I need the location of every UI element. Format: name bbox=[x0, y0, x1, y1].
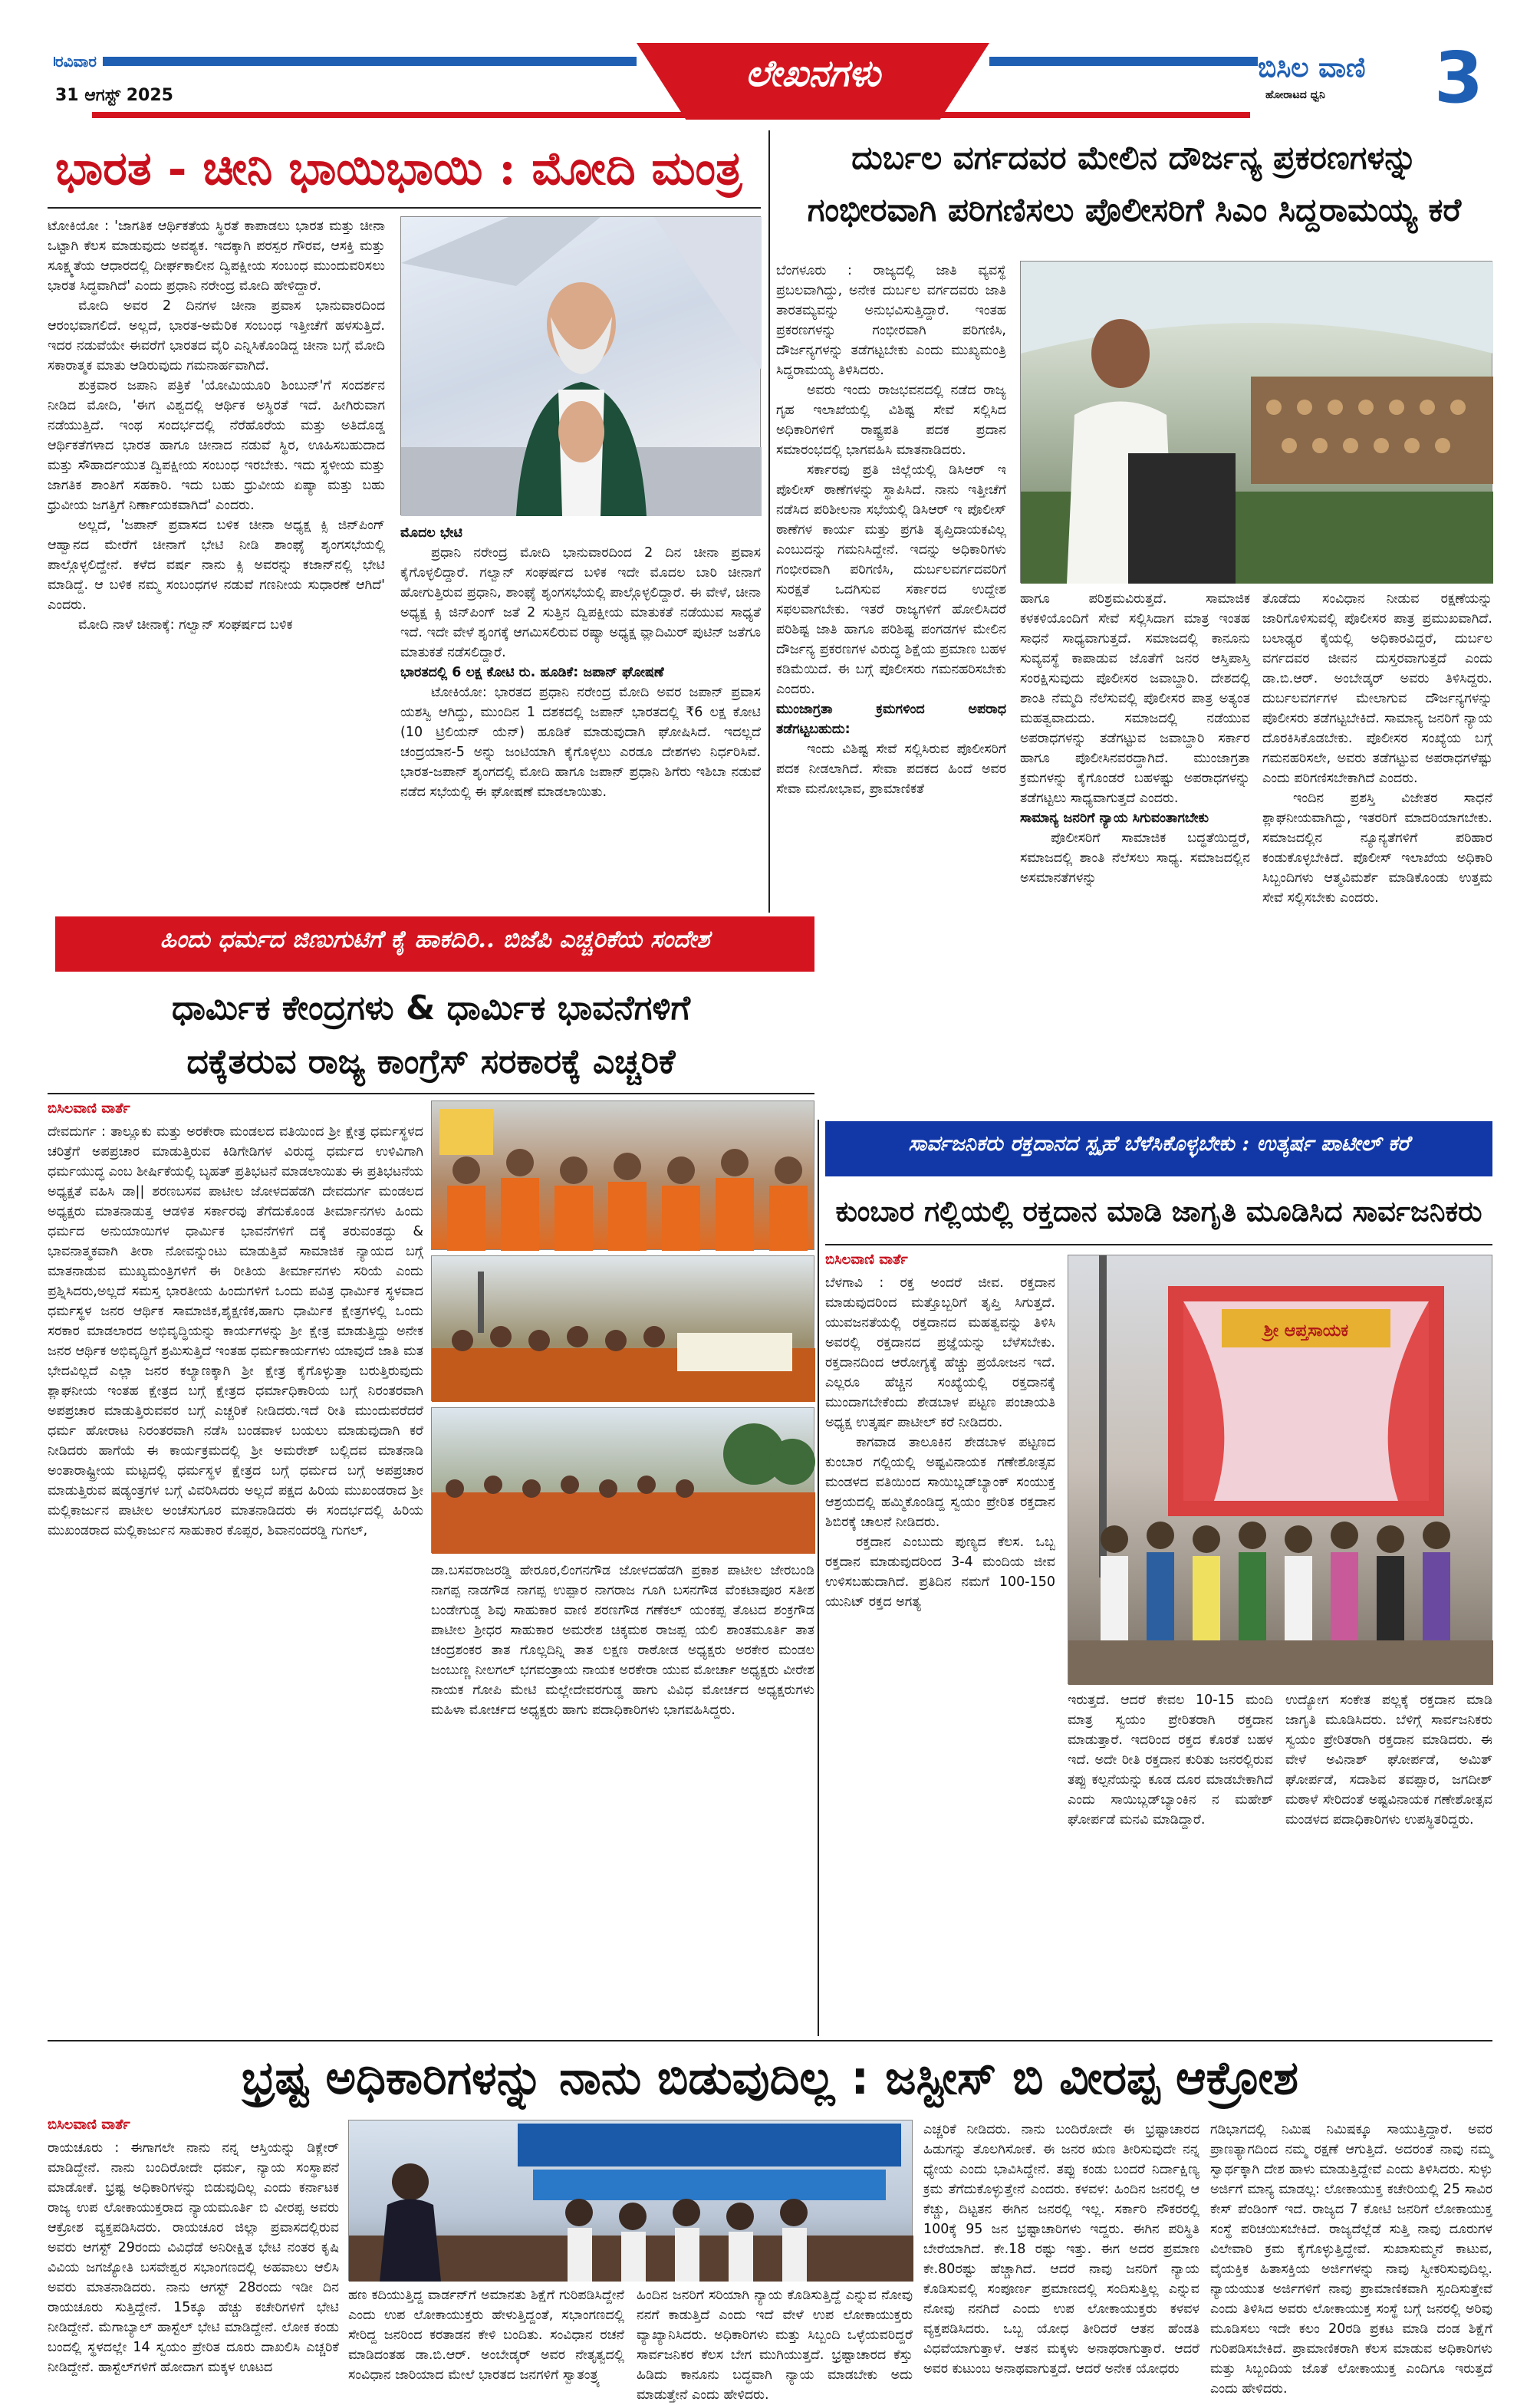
modi-col1 bbox=[48, 216, 385, 906]
justice-photo-illustration bbox=[349, 2120, 913, 2282]
modi-para: ಅಲ್ಲದೆ, 'ಜಪಾನ್ ಪ್ರವಾಸದ ಬಳಿಕ ಚೀನಾ ಅಧ್ಯಕ್ಷ ಕ್ಸಿ ಜಿನ್‌ಪಿಂಗ್ ಆಹ್ವಾನದ ಮೇರೆಗೆ ಚೀನಾಗೆ ಭೇಟಿ ನೀಡಿ ಶಾಂಘೈ ಶೃಂಗಸಭೆಯಲ್ಲಿ ಪಾಲ್ಗೊಳ್ಳಲಿದ್ದೇನೆ. ಕಳೆದ ವರ್ಷ ನಾನು ಕ್ಸಿ ಅವರನ್ನು ಕಜಾನ್‌ನಲ್ಲಿ ಭೇಟಿ ಮಾಡಿದ್ದೆ. ಆ ಬಳಿಕ ನಮ್ಮ ಸಂಬಂಧಗಳ ನಡುವೆ ಗಣನೀಯ ಸುಧಾರಣೆ ಆಗಿದೆ' ಎಂದರು. bbox=[48, 518, 385, 613]
page-number: 3 bbox=[1434, 37, 1484, 119]
modi-para: ಶುಕ್ರವಾರ ಜಪಾನಿ ಪತ್ರಿಕೆ 'ಯೋಮಿಯೂರಿ ಶಿಂಬುನ್'ಗೆ ಸಂದರ್ಶನ ನೀಡಿದ ಮೋದಿ, 'ಈಗ ವಿಶ್ವದಲ್ಲಿ ಆರ್ಥಿಕ ಅಸ್ಥಿರತೆ ಇದೆ. ಹೀಗಿರುವಾಗ ನಡೆಯುತ್ತಿದೆ. ಇಂಥ ಸಂದರ್ಭದಲ್ಲಿ ನೆರೆಹೊರೆಯ ಮತ್ತು ಅತಿದೊಡ್ಡ ಆರ್ಥಿಕತೆಗಳಾದ ಭಾರತ ಹಾಗೂ ಚೀನಾದ ನಡುವೆ ಸ್ಥಿರ, ಊಹಿಸಬಹುದಾದ ಮತ್ತು ಸೌಹಾರ್ದಯುತ ದ್ವಿಪಕ್ಷೀಯ ಸಂಬಂಧ ಇರಬೇಕು. ಇದು ಸ್ಥಳೀಯ ಮತ್ತು ಜಾಗತಿಕ ಶಾಂತಿಗೆ ಸಹಕಾರಿ. ಇದು ಬಹು ಧ್ರುವೀಯ ಏಷ್ಯಾ ಮತ್ತು ಬಹು ಧ್ರುವೀಯ ಜಗತ್ತಿಗೆ ನಿರ್ಣಾಯಕವಾಗಿದೆ' ಎಂದರು. bbox=[48, 378, 385, 513]
masthead-red-bar bbox=[92, 112, 1250, 118]
modi-para: ಪ್ರಧಾನಿ ನರೇಂದ್ರ ಮೋದಿ ಭಾನುವಾರದಿಂದ 2 ದಿನ ಚೀನಾ ಪ್ರವಾಸ ಕೈಗೊಳ್ಳಲಿದ್ದಾರೆ. ಗಲ್ವಾನ್ ಸಂಘರ್ಷದ ಬಳಿಕ ಇದೇ ಮೊದಲ ಬಾರಿ ಚೀನಾಗೆ ಹೋಗುತ್ತಿರುವ ಪ್ರಧಾನಿ, ಶಾಂಘೈ ಶೃಂಗಸಭೆಯಲ್ಲಿ ಪಾಲ್ಗೊಳ್ಳಲಿದ್ದಾರೆ. ಈ ವೇಳೆ, ಚೀನಾ ಅಧ್ಯಕ್ಷ ಕ್ಸಿ ಜಿನ್‌ಪಿಂಗ್ ಜತೆ 2 ಸುತ್ತಿನ ದ್ವಿಪಕ್ಷೀಯ ಮಾತುಕತೆ ನಡೆಯುವ ಸಾಧ್ಯತೆ ಇದೆ. ಇದೇ ವೇಳೆ ಶೃಂಗಕ್ಕೆ ಆಗಮಿಸಲಿರುವ ರಷ್ಯಾ ಅಧ್ಯಕ್ಷ ವ್ಲಾದಿಮಿರ್ ಪುಟಿನ್ ಜತೆಗೂ ಮಾತುಕತೆ ನಡೆಸಲಿದ್ದಾರೆ. bbox=[400, 545, 761, 660]
justice-col3: ಗಡಿಭಾಗದಲ್ಲಿ ನಿಮಿಷ ನಿಮಿಷಕ್ಕೂ ಸಾಯುತ್ತಿದ್ದಾರೆ. ಅವರ ಪ್ರಾಣತ್ಯಾಗದಿಂದ ನಮ್ಮ ರಕ್ಷಣೆ ಆಗುತ್ತಿದೆ. ಅದರಂತೆ ನಾವು ನಮ್ಮ ಸ್ವಾರ್ಥಕ್ಕಾಗಿ ದೇಶ ಹಾಳು ಮಾಡುತ್ತಿದ್ದೇವೆ ಎಂದು ತಿಳಿಸಿದರು. ಸುಳ್ಳು ಅರ್ಜಿಗೆ ಮಾನ್ಯ ಮಾಡಲ್ಲ: ಲೋಕಾಯುಕ್ತ ಕಚೇರಿಯಲ್ಲಿ 25 ಸಾವಿರ ಕೇಸ್ ಪೆಂಡಿಂಗ್ ಇದೆ. ರಾಜ್ಯದ 7 ಕೋಟಿ ಜನರಿಗೆ ಲೋಕಾಯುಕ್ತ ಸಂಸ್ಥೆ ಪರಿಚಯಿಸಬೇಕಿದೆ. ರಾಜ್ಯದೆಲ್ಲೆಡೆ ಸುತ್ತಿ ನಾವು ದೂರುಗಳ ವಿಲೇವಾರಿ ಕ್ರಮ ಕೈಗೊಳ್ಳುತ್ತಿದ್ದೇವೆ. ಸುಖಾಸುಮ್ಮನೆ ಕಾಟುವ, ವೈಯಕ್ತಿಕ ಹಿತಾಸಕ್ತಿಯ ಅರ್ಜಿಗಳನ್ನು ನಾವು ಸ್ವೀಕರಿಸುವುದಿಲ್ಲ. ನ್ಯಾಯಯುತ ಅರ್ಜಿಗಳಿಗೆ ನಾವು ಪ್ರಾಮಾಣಿಕವಾಗಿ ಸ್ಪಂದಿಸುತ್ತೇವೆ ಎಂದು ತಿಳಿಸಿದ ಅವರು ಲೋಕಾಯುಕ್ತ ಸಂಸ್ಥೆ ಬಗ್ಗೆ ಜನರಲ್ಲಿ ಅರಿವು ಮೂಡಿಸಲು ಇದೇ ಕಲಂ 20ರಡಿ ಪ್ರಕಟ ಮಾಡಿ ದಂಡ ಶಿಕ್ಷೆಗೆ ಗುರಿಪಡಿಸಬೇಕಿದೆ. ಪ್ರಾಮಾಣಿಕರಾಗಿ ಕೆಲಸ ಮಾಡುವ ಅಧಿಕಾರಿಗಳು ಮತ್ತು ಸಿಬ್ಬಂದಿಯ ಜೊತೆ ಲೋಕಾಯುಕ್ತ ಎಂದಿಗೂ ಇರುತ್ತದೆ ಎಂದು ಹೇಳಿದರು. bbox=[1210, 2122, 1492, 2397]
modi-rule bbox=[48, 207, 761, 209]
hindu-rule bbox=[48, 1093, 814, 1094]
hindu-headline-line2: ದಕ್ಕೆತರುವ ರಾಜ್ಯ ಕಾಂಗ್ರೆಸ್ ಸರಕಾರಕ್ಕೆ ಎಚ್ಚರಿಕೆ bbox=[186, 1042, 676, 1081]
blood-para: ಬೆಳಗಾವಿ : ರಕ್ತ ಅಂದರೆ ಜೀವ. ರಕ್ತದಾನ ಮಾಡುವುದರಿಂದ ಮತ್ತೊಬ್ಬರಿಗೆ ತೃಪ್ತಿ ಸಿಗುತ್ತದೆ. ಯುವಜನತೆಯಲ್ಲಿ ರಕ್ತದಾನದ ಮಹತ್ವವನ್ನು ತಿಳಿಸಿ ಅವರಲ್ಲಿ ರಕ್ತದಾನದ ಪ್ರಜ್ಞೆಯನ್ನು ಬೆಳೆಸಬೇಕು. ರಕ್ತದಾನದಿಂದ ಆರೋಗ್ಯಕ್ಕೆ ಹೆಚ್ಚು ಪ್ರಯೋಜನ ಇದೆ. ಎಲ್ಲರೂ ಹೆಚ್ಚಿನ ಸಂಖ್ಯೆಯಲ್ಲಿ ರಕ್ತದಾನಕ್ಕೆ ಮುಂದಾಗಬೇಕೆಂದು ಶೇಡಬಾಳ ಪಟ್ಟಣ ಪಂಚಾಯತಿ ಅಧ್ಯಕ್ಷ ಉತ್ಕರ್ಷ ಪಾಟೀಲ್ ಕರೆ ನೀಡಿದರು. bbox=[825, 1275, 1055, 1430]
modi-para: ಮೋದಿ ನಾಳೆ ಚೀನಾಕ್ಕೆ: ಗಲ್ವಾನ್ ಸಂಘರ್ಷದ ಬಳಿಕ bbox=[78, 617, 293, 633]
siddaramaiah-para: ಪೊಲೀಸರಿಗೆ ಸಾಮಾಜಿಕ ಬದ್ಧತೆಯಿದ್ದರೆ, ಸಮಾಜದಲ್ಲಿ ಶಾಂತಿ ನೆಲೆಸಲು ಸಾಧ್ಯ. ಸಮಾಜದಲ್ಲಿನ ಅಸಮಾನತೆಗಳನ್ನು bbox=[1020, 831, 1250, 886]
brand-logo: ಬಿಸಿಲ ವಾಣಿ bbox=[1258, 52, 1366, 84]
siddaramaiah-para: ತೊಡೆದು ಸಂವಿಧಾನ ನೀಡುವ ರಕ್ಷಣೆಯನ್ನು ಜಾರಿಗೊಳಿಸುವಲ್ಲಿ ಪೊಲೀಸರ ಪಾತ್ರ ಪ್ರಮುಖವಾಗಿದೆ. ಬಲಾಢ್ಯರ ಕೈಯಲ್ಲಿ ಅಧಿಕಾರವಿದ್ದರೆ, ದುರ್ಬಲ ವರ್ಗದವರ ಜೀವನ ದುಸ್ತರವಾಗುತ್ತದೆ ಎಂದು ಡಾ.ಬಿ.ಆರ್. ಅಂಬೇಡ್ಕರ್ ಅವರು ತಿಳಿಸಿದ್ದರು. ದುರ್ಬಲವರ್ಗಗಳ ಮೇಲಾಗುವ ದೌರ್ಜನ್ಯಗಳನ್ನು ಪೊಲೀಸರು ತಡೆಗಟ್ಟಬೇಕಿದೆ. ಸಾಮಾನ್ಯ ಜನರಿಗೆ ನ್ಯಾಯ ದೊರಕಿಸಿಕೊಡಬೇಕು. ಪೊಲೀಸರ ಸಂಖ್ಯೆಯ ಬಗ್ಗೆ ಗಮನಹರಿಸಲೇ, ಅವರು ತಡೆಗಟ್ಟುವ ಅಪರಾಧಗಳೆಷ್ಟು ಎಂದು ಪರಿಗಣಿಸಬೇಕಾಗಿದೆ ಎಂದರು. bbox=[1262, 591, 1492, 786]
masthead-date: 31 ಆಗಸ್ಟ್ 2025 bbox=[55, 86, 173, 105]
column-divider bbox=[818, 1120, 819, 2036]
masthead-blue-line-right bbox=[989, 57, 1258, 66]
siddaramaiah-para: ಹಾಗೂ ಪರಿಶ್ರಮವಿರುತ್ತದೆ. ಸಾಮಾಜಿಕ ಕಳಕಳಿಯೊಂದಿಗೆ ಸೇವೆ ಸಲ್ಲಿಸಿದಾಗ ಮಾತ್ರ ಇಂತಹ ಸಾಧನೆ ಸಾಧ್ಯವಾಗುತ್ತದೆ. ಸಮಾಜದಲ್ಲಿ ಕಾನೂನು ಸುವ್ಯವಸ್ಥೆ ಕಾಪಾಡುವ ಜೊತೆಗೆ ಜನರ ಆಸ್ತಿಪಾಸ್ತಿ ಸಂರಕ್ಷಿಸುವುದು ಪೊಲೀಸರ ಜವಾಬ್ದಾರಿ. ದೇಶದಲ್ಲಿ ಶಾಂತಿ ನೆಮ್ಮದಿ ನೆಲೆಸುವಲ್ಲಿ ಪೊಲೀಸರ ಪಾತ್ರ ಅತ್ಯಂತ ಮಹತ್ವವಾದುದು. ಸಮಾಜದಲ್ಲಿ ನಡೆಯುವ ಅಪರಾಧಗಳನ್ನು ತಡೆಗಟ್ಟುವ ಜವಾಬ್ದಾರಿ ಸರ್ಕಾರ ಹಾಗೂ ಪೊಲೀಸಿನವರದ್ದಾಗಿದೆ. ಮುಂಜಾಗ್ರತಾ ಕ್ರಮಗಳನ್ನು ಕೈಗೊಂಡರೆ ಬಹಳಷ್ಟು ಅಪರಾಧಗಳನ್ನು ತಡೆಗಟ್ಟಲು ಸಾಧ್ಯವಾಗುತ್ತದೆ ಎಂದರು. bbox=[1020, 591, 1250, 806]
siddaramaiah-col2 bbox=[1020, 589, 1250, 1118]
masthead bbox=[0, 0, 1540, 129]
hindu-photo-2 bbox=[431, 1255, 814, 1401]
modi-article bbox=[48, 130, 761, 913]
siddaramaiah-article bbox=[776, 130, 1492, 1120]
modi-col2 bbox=[400, 523, 761, 906]
modi-subhead: ಮೊದಲ ಭೇಟಿ bbox=[400, 525, 462, 541]
blood-para: ರಕ್ತದಾನ ಎಂಬುದು ಪುಣ್ಯದ ಕೆಲಸ. ಒಬ್ಬ ರಕ್ತದಾನ ಮಾಡುವುದರಿಂದ 3-4 ಮಂದಿಯ ಜೀವ ಉಳಿಸಬಹುದಾಗಿದೆ. ಪ್ರತಿದಿನ ನಮಗೆ 100-150 ಯುನಿಟ್ ರಕ್ತದ ಅಗತ್ಯ bbox=[825, 1535, 1055, 1610]
blood-photo-sign: ಶ್ರೀ ಆಪ್ತಸಾಯಕ bbox=[1263, 1321, 1349, 1341]
hindu-photo-1 bbox=[431, 1101, 814, 1250]
hindu-col2: ಡಾ.ಬಸವರಾಜರಡ್ಡಿ ಹೇರೂರ,ಲಿಂಗನಗೌಡ ಜೋಳದಹೆಡಗಿ ಪ್ರಕಾಶ ಪಾಟೀಲ ಜೇರಬಂಡಿ ನಾಗಪ್ಪ ನಾಡಗೌಡ ನಾಗಪ್ಪ ಉಪ್ಪಾರ ನಾಗರಾಜ ಗೂಗಿ ಬಸನಗೌಡ ವೆಂಕಟಾಪೂರ ಸತೀಶ ಬಂಡೇಗುಡ್ಡ ಶಿವು ಸಾಹುಕಾರ ವಾಣಿ ಶರಣಗೌಡ ಗಣೆಕಲ್ ಯಂಕಪ್ಪ ತೊಟದ ಶಂಕ್ರಗೌಡ ಪಾಟೀಲ ಶ್ರೀಧರ ಸಾಹುಕಾರ ಅಮರೇಶ ಚಿಕ್ಕಮಠ ರಾಜಪ್ಪ ಯಲಿ ಶಾಂತಮೂರ್ತಿ ತಾತ ಚಂದ್ರಶಂಕರ ತಾತ ಗೊಲ್ಲದಿನ್ನಿ ತಾತ ಲಕ್ಷಣ ರಾಠೋಡ ಅಧ್ಯಕ್ಷರು ಅರಕೇರ ಮಂಡಲ ಜಂಬುಣ್ಣ ನೀಲಗಲ್ ಭಗವಂತ್ರಾಯ ನಾಯಕ ಅರಕೇರಾ ಯುವ ಮೋರ್ಚಾ ಅಧ್ಯಕ್ಷರು ವೀರೇಶ ನಾಯಕ ಗೋಪಿ ಮೇಟಿ ಮಲ್ಲೇದೇವರಗುಡ್ಡ ಹಾಗು ವಿವಿಧ ಮೋರ್ಚದ ಅಧ್ಯಕ್ಷರುಗಳು ಮಹಿಳಾ ಮೋರ್ಚದ ಅಧ್ಯಕ್ಷರು ಹಾಗು ಪದಾಧಿಕಾರಿಗಳು ಭಾಗವಹಿಸಿದ್ದರು. bbox=[431, 1563, 814, 1718]
justice-photo bbox=[348, 2120, 913, 2281]
siddaramaiah-headline-line1: ದುರ್ಬಲ ವರ್ಗದವರ ಮೇಲಿನ ದೌರ್ಜನ್ಯ ಪ್ರಕರಣಗಳನ್ನು bbox=[851, 139, 1417, 176]
blood-photo bbox=[1068, 1255, 1492, 1684]
blood-banner bbox=[825, 1121, 1492, 1176]
justice-article bbox=[48, 2046, 1492, 2403]
siddaramaiah-photo-illustration bbox=[1021, 262, 1493, 584]
modi-headline: ಭಾರತ - ಚೀನಿ ಭಾಯಿಭಾಯಿ : ಮೋದಿ ಮಂತ್ರ bbox=[55, 142, 742, 196]
siddaramaiah-subhead: ಮುಂಜಾಗ್ರತಾ ಕ್ರಮಗಳಿಂದ ಅಪರಾಧ ತಡೆಗಟ್ಟಬಹುದು: bbox=[776, 702, 1006, 737]
justice-byline: ಬಿಸಿಲವಾಣಿ ವಾರ್ತೆ bbox=[48, 2117, 130, 2133]
blood-article bbox=[825, 1121, 1492, 2034]
siddaramaiah-para: ಬೆಂಗಳೂರು : ರಾಜ್ಯದಲ್ಲಿ ಜಾತಿ ವ್ಯವಸ್ಥೆ ಪ್ರಬಲವಾಗಿದ್ದು, ಅನೇಕ ದುರ್ಬಲ ವರ್ಗದವರು ಜಾತಿ ತಾರತಮ್ಯವನ್ನು ಅನುಭವಿಸುತ್ತಿದ್ದಾರೆ. ಇಂತಹ ಪ್ರಕರಣಗಳನ್ನು ಗಂಭೀರವಾಗಿ ಪರಿಗಣಿಸಿ, ದೌರ್ಜನ್ಯಗಳನ್ನು ತಡೆಗಟ್ಟಬೇಕು ಎಂದು ಮುಖ್ಯಮಂತ್ರಿ ಸಿದ್ದರಾಮಯ್ಯ ತಿಳಿಸಿದರು. bbox=[776, 263, 1006, 378]
siddaramaiah-subhead: ಸಾಮಾನ್ಯ ಜನರಿಗೆ ನ್ಯಾಯ ಸಿಗುವಂತಾಗಬೇಕು bbox=[1020, 811, 1209, 826]
siddaramaiah-para: ಇಂದಿನ ಪ್ರಶಸ್ತಿ ವಿಜೇತರ ಸಾಧನೆ ಶ್ಲಾಘನೀಯವಾಗಿದ್ದು, ಇತರರಿಗೆ ಮಾದರಿಯಾಗಬೇಕು. ಸಮಾಜದಲ್ಲಿನ ನ್ಯೂನ್ಯತೆಗಳಿಗೆ ಪರಿಹಾರ ಕಂಡುಕೊಳ್ಳಬೇಕಿದೆ. ಪೊಲೀಸ್ ಇಲಾಖೆಯ ಅಧಿಕಾರಿ ಸಿಬ್ಬಂದಿಗಳು ಆತ್ಮವಿಮರ್ಶೆ ಮಾಡಿಕೊಂಡು ಉತ್ತಮ ಸೇವೆ ಸಲ್ಲಿಸಬೇಕು ಎಂದರು. bbox=[1262, 791, 1492, 906]
siddaramaiah-photo bbox=[1020, 261, 1492, 583]
justice-headline: ಭ್ರಷ್ಟ ಅಧಿಕಾರಿಗಳನ್ನು ನಾನು ಬಿಡುವುದಿಲ್ಲ : ಜಸ್ಟೀಸ್ ಬಿ ವೀರಪ್ಪ ಆಕ್ರೋಶ bbox=[241, 2051, 1299, 2105]
masthead-blue-line bbox=[54, 57, 637, 66]
modi-para: ಟೋಕಿಯೋ: ಭಾರತದ ಪ್ರಧಾನಿ ನರೇಂದ್ರ ಮೋದಿ ಅವರ ಜಪಾನ್ ಪ್ರವಾಸ ಯಶಸ್ವಿ ಆಗಿದ್ದು, ಮುಂದಿನ 1 ದಶಕದಲ್ಲಿ ಜಪಾನ್ ಭಾರತದಲ್ಲಿ ₹6 ಲಕ್ಷ ಕೋಟಿ (10 ಟ್ರಿಲಿಯನ್ ಯೆನ್) ಹೂಡಿಕೆ ಮಾಡುವುದಾಗಿ ಘೋಷಿಸಿದೆ. ಇದಲ್ಲದೆ ಚಂದ್ರಯಾನ-5 ಅನ್ನು ಜಂಟಿಯಾಗಿ ಕೈಗೊಳ್ಳಲು ಎರಡೂ ದೇಶಗಳು ನಿರ್ಧರಿಸಿವೆ. ಭಾರತ-ಜಪಾನ್ ಶೃಂಗದಲ್ಲಿ ಮೋದಿ ಹಾಗೂ ಜಪಾನ್ ಪ್ರಧಾನಿ ಶಿಗೆರು ಇಶಿಬಾ ನಡುವೆ ನಡೆದ ಸಭೆಯಲ್ಲಿ ಈ ಘೋಷಣೆ ಮಾಡಲಾಯಿತು. bbox=[400, 685, 761, 800]
siddaramaiah-headline-line2: ಗಂಭೀರವಾಗಿ ಪರಿಗಣಿಸಲು ಪೊಲೀಸರಿಗೆ ಸಿಎಂ ಸಿದ್ದರಾಮಯ್ಯ ಕರೆ bbox=[807, 191, 1462, 229]
hindu-photo-1-illustration bbox=[432, 1101, 815, 1251]
blood-col1 bbox=[825, 1273, 1055, 2032]
justice-caption-2: ಹಿಂದಿನ ಜನರಿಗೆ ಸರಿಯಾಗಿ ನ್ಯಾಯ ಕೊಡಿಸುತ್ತಿದ್ದೆ ಎನ್ನುವ ನೋವು ನನಗೆ ಕಾಡುತ್ತಿದೆ ಎಂದು ಇದೆ ವೇಳೆ ಉಪ ಲೋಕಾಯುಕ್ತರು ವ್ಯಾಖ್ಯಾನಿಸಿದರು. ಅಧಿಕಾರಿಗಳು ಮತ್ತು ಸಿಬ್ಬಂದಿ ಒಳ್ಳೆಯವರಿದ್ದರೆ ಸಾರ್ವಜನಿಕರ ಕೆಲಸ ಬೇಗ ಮುಗಿಯುತ್ತದೆ. ಭ್ರಷ್ಟಾಚಾರದ ಕೆಸ್ತು ಹಿಡಿದು ಕಾನೂನು ಬದ್ಧವಾಗಿ ನ್ಯಾಯ ಮಾಡಬೇಕು ಅದು ಮಾಡುತ್ತೇನೆ ಎಂದು ಹೇಳಿದರು. bbox=[637, 2288, 913, 2403]
blood-headline: ಕುಂಬಾರ ಗಲ್ಲಿಯಲ್ಲಿ ರಕ್ತದಾನ ಮಾಡಿ ಜಾಗೃತಿ ಮೂಡಿಸಿದ ಸಾರ್ವಜನಿಕರು bbox=[835, 1195, 1482, 1228]
blood-col3: ಉದ್ಯೋಗ ಸಂಕೇತ ಪಲ್ಲಕ್ಕೆ ರಕ್ತದಾನ ಮಾಡಿ ಜಾಗೃತಿ ಮೂಡಿಸಿದರು. ಬೆಳಿಗ್ಗೆ ಸಾರ್ವಜನಿಕರು ಸ್ವಯಂ ಪ್ರೇರಿತರಾಗಿ ರಕ್ತದಾನ ಮಾಡಿದರು. ಈ ವೇಳೆ ಅವಿನಾಶ್ ಘೋರ್ಪಡೆ, ಅಮಿತ್ ಘೋರ್ಪಡೆ, ಸದಾಶಿವ ತವಪ್ಪಾರ, ಜಗದೀಶ್ ಮಠಾಳೆ ಸೇರಿದಂತೆ ಅಷ್ಟವಿನಾಯಕ ಗಣೇಶೋತ್ಸವ ಮಂಡಳದ ಪದಾಧಿಕಾರಿಗಳು ಉಪಸ್ಥಿತರಿದ್ದರು. bbox=[1285, 1693, 1492, 1828]
hindu-photo-3-illustration bbox=[432, 1408, 815, 1554]
blood-banner-text: ಸಾರ್ವಜನಿಕರು ರಕ್ತದಾನದ ಸ್ಪೃಹೆ ಬೆಳೆಸಿಕೊಳ್ಳಬೇಕು : ಉತ್ಕರ್ಷ ಪಾಟೀಲ್ ಕರೆ bbox=[908, 1132, 1410, 1156]
hindu-photo-2-illustration bbox=[432, 1256, 815, 1402]
justice-col1: ರಾಯಚೂರು : ಈಗಾಗಲೇ ನಾನು ನನ್ನ ಆಸ್ತಿಯನ್ನು ಡಿಕ್ಲೇರ್ ಮಾಡಿದ್ದೇನೆ. ನಾನು ಬಂದಿರೋದೇ ಧರ್ಮ, ನ್ಯಾಯ ಸಂಸ್ಥಾಪನೆ ಮಾಡೋಕೆ. ಭ್ರಷ್ಟ ಅಧಿಕಾರಿಗಳನ್ನು ಬಿಡುವುದಿಲ್ಲ ಎಂದು ಕರ್ನಾಟಕ ರಾಜ್ಯ ಉಪ ಲೋಕಾಯುಕ್ತರಾದ ನ್ಯಾಯಮೂರ್ತಿ ಬಿ ವೀರಪ್ಪ ಅವರು ಆಕ್ರೋಶ ವ್ಯಕ್ತಪಡಿಸಿದರು. ರಾಯಚೂರ ಜಿಲ್ಲಾ ಪ್ರವಾಸದಲ್ಲಿರುವ ಅವರು ಆಗಸ್ಟ್ 29ರಂದು ವಿವಿಧೆಡೆ ಅನಿರೀಕ್ಷಿತ ಭೇಟಿ ನಂತರ ಕೃಷಿ ವಿವಿಯ ಜಗಜ್ಯೋತಿ ಬಸವೇಶ್ವರ ಸಭಾಂಗಣದಲ್ಲಿ ಅಹವಾಲು ಆಲಿಸಿ ಅವರು ಮಾತನಾಡಿದರು. ನಾನು ಆಗಸ್ಟ್ 28ರಂದು ಇಡೀ ದಿನ ರಾಯಚೂರು ಸುತ್ತಿದ್ದೇನೆ. 15ಕ್ಕೂ ಹೆಚ್ಚು ಕಚೇರಿಗಳಿಗೆ ಭೇಟಿ ನೀಡಿದ್ದೇನೆ. ಮೆಗಾಬ್ಯಾಲ್ ಹಾಸ್ಟೆಲ್ ಭೇಟಿ ಮಾಡಿದ್ದೇನೆ. ಲೋಕ ಕಂಡು ಬಂದಲ್ಲಿ ಸ್ಥಳದಲ್ಲೇ 14 ಸ್ವಯಂ ಪ್ರೇರಿತ ದೂರು ದಾಖಲಿಸಿ ಎಚ್ಚರಿಕೆ ನೀಡಿದ್ದೇನೆ. ಹಾಸ್ಟೆಲ್‌ಗಳಿಗೆ ಹೋದಾಗ ಮಕ್ಕಳ ಊಟದ bbox=[48, 2140, 339, 2375]
blood-col2: ಇರುತ್ತದೆ. ಆದರೆ ಕೇವಲ 10-15 ಮಂದಿ ಮಾತ್ರ ಸ್ವಯಂ ಪ್ರೇರಿತರಾಗಿ ರಕ್ತದಾನ ಮಾಡುತ್ತಾರೆ. ಇದರಿಂದ ರಕ್ತದ ಕೊರತೆ ಬಹಳ ಇದೆ. ಅದೇ ರೀತಿ ರಕ್ತದಾನ ಕುರಿತು ಜನರಲ್ಲಿರುವ ತಪ್ಪು ಕಲ್ಪನೆಯನ್ನು ಕೂಡ ದೂರ ಮಾಡಬೇಕಾಗಿದೆ ಎಂದು ಸಾಯಿಬ್ಲಡ್‌ಬ್ಯಾಂಕಿನ ನ ಮಹೇಶ್ ಘೋರ್ಪಡೆ ಮನವಿ ಮಾಡಿದ್ದಾರೆ. bbox=[1068, 1693, 1273, 1828]
hindu-banner bbox=[55, 916, 814, 972]
hindu-byline: ಬಿಸಿಲವಾಣಿ ವಾರ್ತೆ bbox=[48, 1101, 130, 1117]
blood-byline: ಬಿಸಿಲವಾಣಿ ವಾರ್ತೆ bbox=[825, 1252, 908, 1268]
siddaramaiah-para: ಸರ್ಕಾರವು ಪ್ರತಿ ಜಿಲ್ಲೆಯಲ್ಲಿ ಡಿಸಿಆರ್ ಇ ಪೊಲೀಸ್ ಠಾಣೆಗಳನ್ನು ಸ್ಥಾಪಿಸಿದೆ. ನಾನು ಇತ್ತೀಚೆಗೆ ನಡೆಸಿದ ಪರಿಶೀಲನಾ ಸಭೆಯಲ್ಲಿ ಡಿಸಿಆರ್ ಇ ಪೊಲೀಸ್ ಠಾಣೆಗಳ ಕಾರ್ಯ ಮತ್ತು ಪ್ರಗತಿ ತೃಪ್ತಿದಾಯಕವಿಲ್ಲ ಎಂಬುದನ್ನು ಗಮನಿಸಿದ್ದೇನೆ. ಇದನ್ನು ಅಧಿಕಾರಿಗಳು ಗಂಭೀರವಾಗಿ ಪರಿಗಣಿಸಿ, ದುರ್ಬಲವರ್ಗದವರಿಗೆ ಸುರಕ್ಷತೆ ಒದಗಿಸುವ ಸರ್ಕಾರದ ಉದ್ದೇಶ ಸಫಲವಾಗಬೇಕು. ಇತರೆ ರಾಜ್ಯಗಳಿಗೆ ಹೋಲಿಸಿದರೆ ಪರಿಶಿಷ್ಟ ಜಾತಿ ಹಾಗೂ ಪರಿಶಿಷ್ಟ ಪಂಗಡಗಳ ಮೇಲಿನ ದೌರ್ಜನ್ಯ ಪ್ರಕರಣಗಳ ವಿರುದ್ಧ ಶಿಕ್ಷೆಯ ಪ್ರಮಾಣ ಬಹಳ ಕಡಿಮೆಯಿದೆ. ಈ ಬಗ್ಗೆ ಪೊಲೀಸರು ಗಮನಹರಿಸಬೇಕು ಎಂದರು. bbox=[776, 462, 1006, 697]
siddaramaiah-para: ಅವರು ಇಂದು ರಾಜಭವನದಲ್ಲಿ ನಡೆದ ರಾಜ್ಯ ಗೃಹ ಇಲಾಖೆಯಲ್ಲಿ ವಿಶಿಷ್ಟ ಸೇವೆ ಸಲ್ಲಿಸಿದ ಅಧಿಕಾರಿಗಳಿಗೆ ರಾಷ್ಟ್ರಪತಿ ಪದಕ ಪ್ರದಾನ ಸಮಾರಂಭದಲ್ಲಿ ಭಾಗವಹಿಸಿ ಮಾತನಾಡಿದರು. bbox=[776, 383, 1006, 458]
hindu-article bbox=[48, 916, 814, 2036]
hindu-col1: ದೇವದುರ್ಗ : ತಾಲ್ಲೂಕು ಮತ್ತು ಅರಕೇರಾ ಮಂಡಲದ ವತಿಯಿಂದ ಶ್ರೀ ಕ್ಷೇತ್ರ ಧರ್ಮಸ್ಥಳದ ಚರಿತ್ರೆಗೆ ಅಪಪ್ರಚಾರ ಮಾಡುತ್ತಿರುವ ಕಿಡಿಗೇಡಿಗಳ ವಿರುದ್ಧ ಧರ್ಮದ ಉಳಿವಿಗಾಗಿ ಧರ್ಮಯುದ್ಧ ಎಂಬ ಶೀರ್ಷಿಕೆಯಲ್ಲಿ ಬೃಹತ್ ಪ್ರತಿಭಟನೆ ಮಾಡಲಾಯಿತು ಈ ಪ್ರತಿಭಟನೆಯ ಅಧ್ಯಕ್ಷತೆ ವಹಿಸಿ ಡಾ|| ಶರಣಬಸವ ಪಾಟೀಲ ಜೋಳದಹೆಡಗಿ ದೇವದುರ್ಗ ಮಂಡಲದ ಅಧ್ಯಕ್ಷರು ಮಾತನಾಡುತ್ತ ಆಡಳಿತ ಸರ್ಕಾರವು ತೆಗೆದುಕೊಂಡ ತೀರ್ಮಾನಗಳು ಹಿಂದು ಧರ್ಮದ ಅನುಯಾಯಿಗಳ ಧಾರ್ಮಿಕ ಭಾವನೆಗಳಿಗೆ ದಕ್ಕೆ ತರುವಂತದ್ದು & ಭಾವನಾತ್ಮಕವಾಗಿ ತೀರಾ ನೋವನ್ನುಂಟು ಮಾಡುತ್ತಿವೆ ಸಾಮಾಜಿಕ ನ್ಯಾಯದ ಬಗ್ಗೆ ಮಾತನಾಡುವ ಮುಖ್ಯಮಂತ್ರಿಗಳಿಗೆ ಈ ರೀತಿಯ ತೀರ್ಮಾನಗಳು ಸರಿಯೆ ಎಂದು ಪ್ರಶ್ನಿಸಿದರು,ಅಲ್ಲದೆ ಸಮಸ್ತ ಭಾರತೀಯ ಹಿಂದುಗಳಿಗೆ ಒಂದು ಪವಿತ್ರ ಧಾರ್ಮಿಕ ಸ್ಥಳವಾದ ಧರ್ಮಸ್ಥಳ ಜನರ ಆರ್ಥಿಕ ಸಾಮಾಜಿಕ,ಶೈಕ್ಷಣಿಕ,ಹಾಗು ಧಾರ್ಮಿಕ ಕ್ಷೇತ್ರಗಳಲ್ಲಿ ಒಂದು ಸರಕಾರ ಮಾಡಲಾರದ ಅಭಿವೃದ್ಧಿಯನ್ನು ಕಾರ್ಯಗಳನ್ನು ಶ್ರೀ ಕ್ಷೇತ್ರ ಮಾಡುತ್ತಿದ್ದು ಅನೇಕ ಜನರ ಆರ್ಥಿಕ ಅಭಿವೃದ್ಧಿಗೆ ಶ್ರಮಿಸುತ್ತಿದೆ ಇಂತಹ ಧರ್ಮಕಾರ್ಯಗಳು ಯಾವುದೆ ಜಾತಿ ಮತ ಭೇದವಿಲ್ಲದೆ ಎಲ್ಲಾ ಜನರ ಕಲ್ಯಾಣಕ್ಕಾಗಿ ಶ್ರೀ ಕ್ಷೇತ್ರ ಕೈಗೊಳ್ಳುತ್ತಾ ಬರುತ್ತಿರುವುದು ಶ್ಲಾಘನೀಯ ಇಂತಹ ಕ್ಷೇತ್ರದ ಬಗ್ಗೆ ಕ್ಷೇತ್ರದ ಧರ್ಮಾಧಿಕಾರಿಯ ಬಗ್ಗೆ ನಿರಂತರವಾಗಿ ಅಪಪ್ರಚಾರ ಮಾಡುತ್ತಿರುವವರ ಬಗ್ಗೆ ಎಚ್ಚರಿಕೆ ನೀಡಿದರು.ಇದೆ ರೀತಿ ಮುಂದುವರೆದರೆ ಧರ್ಮ ಹೋರಾಟ ನಿರಂತರವಾಗಿ ನಡೆಸಿ ಬಂಡವಾಳ ಬಯಲು ಮಾಡುವುದಾಗಿ ಕರೆ ನೀಡಿದರು ಹಾಗೆಯೆ ಈ ಕಾರ್ಯಕ್ರಮದಲ್ಲಿ ಶ್ರೀ ಅಮರೇಶ್ ಬಲ್ಲಿದವ ಮಾತನಾಡಿ ಅಂತಾರಾಷ್ಟ್ರೀಯ ಮಟ್ಟದಲ್ಲಿ ಧರ್ಮಸ್ಥಳ ಕ್ಷೇತ್ರದ ಬಗ್ಗೆ ಧರ್ಮದ ಬಗ್ಗೆ ಅಪಪ್ರಚಾರ ಮಾಡುತ್ತಿರುವ ಷಡ್ಯಂತ್ರಗಳ ಬಗ್ಗೆ ವಿವರಿಸಿದರು ಅಲ್ಲದೆ ಪಕ್ಷದ ಹಿರಿಯ ಮುಖಂಡರಾದ ಶ್ರೀ ಮಲ್ಲಿಕಾರ್ಜುನ ಪಾಟೀಲ ಅಂಚೆಸುಗೂರ ಮಾತನಾಡಿದರು ಈ ಸಂದರ್ಭದಲ್ಲಿ ಹಿರಿಯ ಮುಖಂಡರಾದ ಮಲ್ಲಿಕಾರ್ಜುನ ಸಾಹುಕಾರ ಕೊಪ್ಪರ, ಶಿವಾನಂದರಡ್ಡಿ ಗುಗಲ್, bbox=[48, 1124, 423, 1538]
siddaramaiah-para: ಇಂದು ವಿಶಿಷ್ಟ ಸೇವೆ ಸಲ್ಲಿಸಿರುವ ಪೊಲೀಸರಿಗೆ ಪದಕ ನೀಡಲಾಗಿದೆ. ಸೇವಾ ಪದಕದ ಹಿಂದೆ ಅವರ ಸೇವಾ ಮನೋಭಾವ, ಪ್ರಾಮಾಣಿಕತೆ bbox=[776, 742, 1006, 797]
column-divider bbox=[768, 130, 770, 913]
hindu-headline-line1: ಧಾರ್ಮಿಕ ಕೇಂದ್ರಗಳು & ಧಾರ್ಮಿಕ ಭಾವನೆಗಳಿಗೆ bbox=[171, 989, 691, 1028]
brand-tagline: ಹೋರಾಟದ ಧ್ವನಿ bbox=[1265, 89, 1325, 101]
modi-para: ಮೋದಿ ಅವರ 2 ದಿನಗಳ ಚೀನಾ ಪ್ರವಾಸ ಭಾನುವಾರದಿಂದ ಆರಂಭವಾಗಲಿದೆ. ಅಲ್ಲದೆ, ಭಾರತ-ಅಮೆರಿಕ ಸಂಬಂಧ ಇತ್ತೀಚೆಗೆ ಹಳಸುತ್ತಿದೆ. ಇದರ ನಡುವೆಯೇ ಈವರೆಗೆ ಭಾರತದ ವೈರಿ ಎನ್ನಿಸಿಕೊಂಡಿದ್ದ ಚೀನಾ ಬಗ್ಗೆ ಮೋದಿ ಸಕಾರಾತ್ಮಕ ಮಾತು ಆಡಿರುವುದು ಗಮನಾರ್ಹವಾಗಿದೆ. bbox=[48, 298, 385, 373]
justice-caption: ಹಣ ಕದಿಯುತ್ತಿದ್ದ ವಾರ್ಡನ್‌ಗೆ ಅಮಾನತು ಶಿಕ್ಷೆಗೆ ಗುರಿಪಡಿಸಿದ್ದೇನೆ ಎಂದು ಉಪ ಲೋಕಾಯುಕ್ತರು ಹೇಳುತ್ತಿದ್ದಂತೆ, ಸಭಾಂಗಣದಲ್ಲಿ ಸೇರಿದ್ದ ಜನರಿಂದ ಕರತಾಡನ ಕೇಳಿ ಬಂದಿತು. ಸಂವಿಧಾನ ರಚನೆ ಮಾಡಿದಂತಹ ಡಾ.ಬಿ.ಆರ್. ಅಂಬೇಡ್ಕರ್ ಅವರ ನೇತೃತ್ವದಲ್ಲಿ ಸಂವಿಧಾನ ಜಾರಿಯಾದ ಮೇಲೆ ಭಾರತದ ಜನಗಳಿಗೆ ಸ್ವಾತಂತ್ರ್ಯ bbox=[348, 2288, 624, 2383]
blood-photo-illustration bbox=[1068, 1255, 1493, 1685]
modi-photo-illustration bbox=[401, 217, 762, 516]
modi-photo bbox=[400, 216, 761, 515]
section-rule bbox=[48, 2040, 1492, 2041]
modi-subhead: ಭಾರತದಲ್ಲಿ 6 ಲಕ್ಷ ಕೋಟಿ ರು. ಹೂಡಿಕೆ: ಜಪಾನ್ ಘೋಷಣೆ bbox=[400, 665, 664, 680]
modi-para: ಟೋಕಿಯೋ : 'ಜಾಗತಿಕ ಆರ್ಥಿಕತೆಯ ಸ್ಥಿರತೆ ಕಾಪಾಡಲು ಭಾರತ ಮತ್ತು ಚೀನಾ ಒಟ್ಟಾಗಿ ಕೆಲಸ ಮಾಡುವುದು ಅವಶ್ಯಕ. ಇದಕ್ಕಾಗಿ ಪರಸ್ಪರ ಗೌರವ, ಆಸಕ್ತಿ ಮತ್ತು ಸೂಕ್ಷ್ಮತೆಯ ಆಧಾರದಲ್ಲಿ ದೀರ್ಘಕಾಲೀನ ದ್ವಿಪಕ್ಷೀಯ ಸಂಬಂಧ ಮುಂದುವರಿಸಲು ಭಾರತ ಸಿದ್ಧವಾಗಿದೆ' ಎಂದು ಪ್ರಧಾನಿ ನರೇಂದ್ರ ಮೋದಿ ಹೇಳಿದ್ದಾರೆ. bbox=[48, 219, 385, 294]
siddaramaiah-col3 bbox=[1262, 589, 1492, 1118]
section-label: ಲೇಖನಗಳು bbox=[745, 52, 880, 95]
masthead-day: ರವಿವಾರ bbox=[55, 52, 103, 71]
justice-col2: ಎಚ್ಚರಿಕೆ ನೀಡಿದರು. ನಾನು ಬಂದಿರೋದೇ ಈ ಭ್ರಷ್ಟಾಚಾರದ ಹಿಡುಗನ್ನು ತೊಲಗಿಸೋಕೆ. ಈ ಜನರ ಋಣ ತೀರಿಸುವುದೇ ನನ್ನ ಧ್ಯೇಯ ಎಂದು ಭಾವಿಸಿದ್ದೇನೆ. ತಪ್ಪು ಕಂಡು ಬಂದರೆ ನಿರ್ದಾಕ್ಷಿಣ್ಯ ಕ್ರಮ ತೆಗೆದುಕೊಳ್ಳುತ್ತೇನೆ ಎಂದರು. ಕಳವಳ: ಹಿಂದಿನ ಜನರಲ್ಲಿ ಆ ಕೆಚ್ಚು, ದಿಟ್ಟತನ ಈಗಿನ ಜನರಲ್ಲಿ ಇಲ್ಲ. ಸರ್ಕಾರಿ ನೌಕರರಲ್ಲಿ 100ಕ್ಕೆ 95 ಜನ ಭ್ರಷ್ಟಾಚಾರಿಗಳು ಇದ್ದರು. ಈಗಿನ ಪರಿಸ್ಥಿತಿ ಬೇರೆಯಾಗಿದೆ. ಕೇ.18 ರಷ್ಟು ಇತ್ತು. ಈಗ ಅದರ ಪ್ರಮಾಣ ಕೇ.80ರಷ್ಟು ಹೆಚ್ಚಾಗಿದೆ. ಆದರೆ ನಾವು ಜನರಿಗೆ ನ್ಯಾಯ ಕೊಡಿಸುವಲ್ಲಿ ಸಂಪೂರ್ಣ ಪ್ರಮಾಣದಲ್ಲಿ ಸಂದಿಸುತ್ತಿಲ್ಲ ಎನ್ನುವ ನೋವು ನನಗಿದೆ ಎಂದು ಉಪ ಲೋಕಾಯುಕ್ತರು ಕಳವಳ ವ್ಯಕ್ತಪಡಿಸಿದರು. ಒಬ್ಬ ಯೋಧ ತೀರಿದರೆ ಆತನ ಹೆಂಡತಿ ವಿಧವೆಯಾಗುತ್ತಾಳೆ. ಆತನ ಮಕ್ಕಳು ಅನಾಥರಾಗುತ್ತಾರೆ. ಆದರೆ ಅವರ ಕುಟುಂಬ ಅನಾಥವಾಗುತ್ತದೆ. ಆದರೆ ಅನೇಕ ಯೋಧರು bbox=[923, 2122, 1199, 2377]
blood-para: ಕಾಗವಾಡ ತಾಲೂಕಿನ ಶೇಡಬಾಳ ಪಟ್ಟಣದ ಕುಂಬಾರ ಗಲ್ಲಿಯಲ್ಲಿ ಅಷ್ಟವಿನಾಯಕ ಗಣೇಶೋತ್ಸವ ಮಂಡಳದ ವತಿಯಿಂದ ಸಾಯಿಬ್ಲಡ್‌ಬ್ಯಾಂಕ್ ಸಂಯುಕ್ತ ಆಶ್ರಯದಲ್ಲಿ ಹಮ್ಮಿಕೊಂಡಿದ್ದ ಸ್ವಯಂ ಪ್ರೇರಿತ ರಕ್ತದಾನ ಶಿಬಿರಕ್ಕೆ ಚಾಲನೆ ನೀಡಿದರು. bbox=[825, 1435, 1055, 1530]
hindu-banner-text: ಹಿಂದು ಧರ್ಮದ ಜಿಣುಗುಟಿಗೆ ಕೈ ಹಾಕದಿರಿ.. ಬಿಜೆಪಿ ಎಚ್ಚರಿಕೆಯ ಸಂದೇಶ bbox=[160, 926, 710, 953]
hindu-photo-3 bbox=[431, 1407, 814, 1553]
blood-rule bbox=[825, 1244, 1492, 1245]
